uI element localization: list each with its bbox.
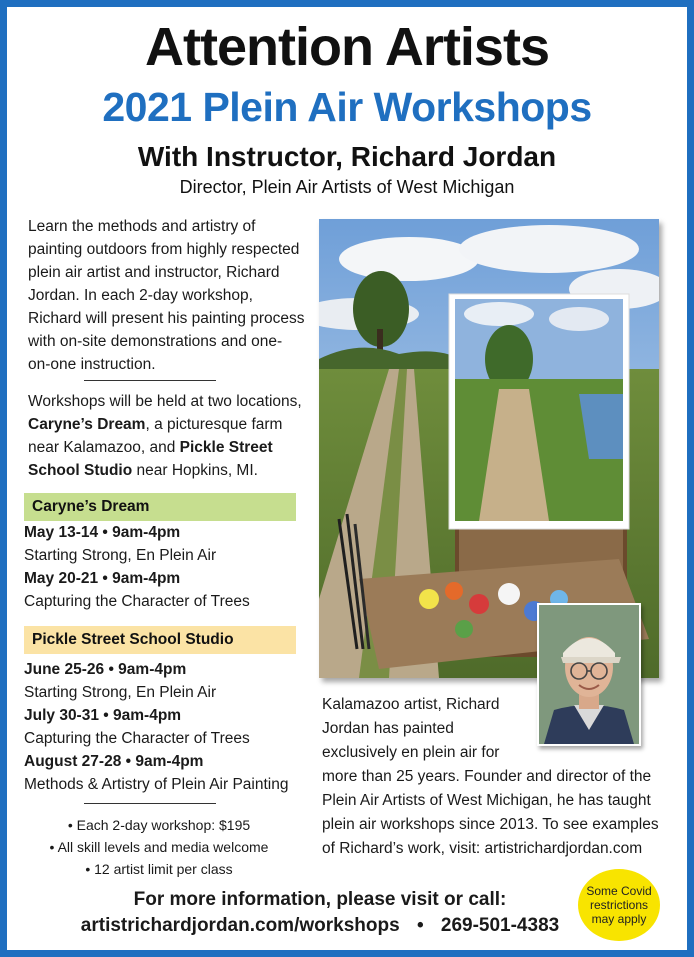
session-time: • 9am-4pm	[98, 707, 182, 724]
bio-line: of Richard’s work, visit: artistrichardjordan.com	[322, 840, 643, 857]
session-time: • 9am-4pm	[98, 524, 181, 541]
divider	[84, 803, 216, 804]
covid-badge	[578, 869, 660, 941]
detail-item: • 12 artist limit per class	[85, 861, 233, 877]
session-title: Capturing the Character of Trees	[24, 730, 250, 747]
locations-paragraph	[28, 390, 313, 482]
covid-line: restrictions	[589, 898, 648, 912]
bio-line: Kalamazoo artist, Richard	[322, 696, 500, 713]
intro-line: with on-site demonstrations and one-	[28, 333, 283, 350]
intro-line: on-one instruction.	[28, 356, 156, 373]
locations-text: , a picturesque farm	[145, 416, 283, 433]
locations-line	[28, 459, 313, 482]
bio-line: plein air workshops since 2013. To see examples	[322, 816, 659, 833]
flyer-subtitle: 2021 Plein Air Workshops	[102, 84, 592, 130]
caryne-schedule	[24, 521, 324, 613]
bio-line: exclusively en plein air for	[322, 744, 500, 761]
session-date-line	[24, 521, 324, 544]
intro-line: Richard will present his painting process	[28, 310, 305, 327]
session-date: July 30-31	[24, 707, 99, 724]
session-time: • 9am-4pm	[121, 753, 204, 770]
covid-line: may apply	[591, 912, 647, 926]
session-date-line	[24, 750, 324, 773]
pickle-schedule	[24, 658, 324, 796]
contact-prompt: For more information, please visit or call:	[133, 889, 507, 910]
instructor-heading: With Instructor, Richard Jordan	[137, 141, 557, 172]
divider	[84, 380, 216, 381]
separator-bullet: •	[416, 915, 424, 936]
session-title: Methods & Artistry of Plein Air Painting	[24, 776, 289, 793]
locations-line: Workshops will be held at two locations,	[28, 393, 302, 410]
workshop-details	[24, 814, 294, 880]
location-name: School Studio	[28, 462, 133, 479]
intro-line: plein air artist and instructor, Richard	[28, 264, 280, 281]
bio-line: Plein Air Artists of West Michigan, he has taught	[322, 792, 651, 809]
intro-line: Learn the methods and artistry of	[28, 218, 256, 235]
intro-line: Jordan. In each 2-day workshop,	[28, 287, 253, 304]
contact-details	[0, 914, 640, 938]
session-title: Starting Strong, En Plein Air	[24, 547, 217, 564]
bio-line: more than 25 years. Founder and director of the	[322, 768, 652, 785]
locations-line	[28, 413, 313, 436]
session-time: • 9am-4pm	[98, 570, 181, 587]
session-time: • 9am-4pm	[104, 661, 187, 678]
covid-line: Some Covid	[586, 884, 652, 898]
instructor-role: Director, Plein Air Artists of West Michigan	[179, 177, 515, 197]
locations-line	[28, 436, 313, 459]
covid-badge-text	[586, 884, 651, 926]
detail-item: • All skill levels and media welcome	[49, 839, 269, 855]
session-date-line	[24, 658, 324, 681]
flyer-title: Attention Artists	[145, 17, 549, 77]
workshop-website-link[interactable]: artistrichardjordan.com/workshops	[80, 915, 400, 936]
caryne-dream-banner: Caryne’s Dream	[24, 493, 296, 521]
session-date-line	[24, 704, 324, 727]
bio-line: Jordan has painted	[322, 720, 454, 737]
session-date: May 20-21	[24, 570, 99, 587]
session-date: May 13-14	[24, 524, 99, 541]
session-date: June 25-26	[24, 661, 105, 678]
phone-number[interactable]: 269-501-4383	[440, 915, 560, 936]
detail-item: • Each 2-day workshop: $195	[67, 817, 251, 833]
intro-paragraph	[28, 215, 313, 376]
session-title: Starting Strong, En Plein Air	[24, 684, 217, 701]
location-name: Pickle Street	[179, 439, 273, 456]
session-title: Capturing the Character of Trees	[24, 593, 250, 610]
session-date: August 27-28	[24, 753, 122, 770]
location-name: Caryne’s Dream	[28, 416, 146, 433]
session-date-line	[24, 567, 324, 590]
pickle-street-banner: Pickle Street School Studio	[24, 626, 296, 654]
locations-text: near Kalamazoo, and	[28, 439, 180, 456]
intro-line: painting outdoors from highly respected	[28, 241, 300, 258]
locations-text: near Hopkins, MI.	[132, 462, 258, 479]
instructor-bio	[322, 693, 672, 861]
